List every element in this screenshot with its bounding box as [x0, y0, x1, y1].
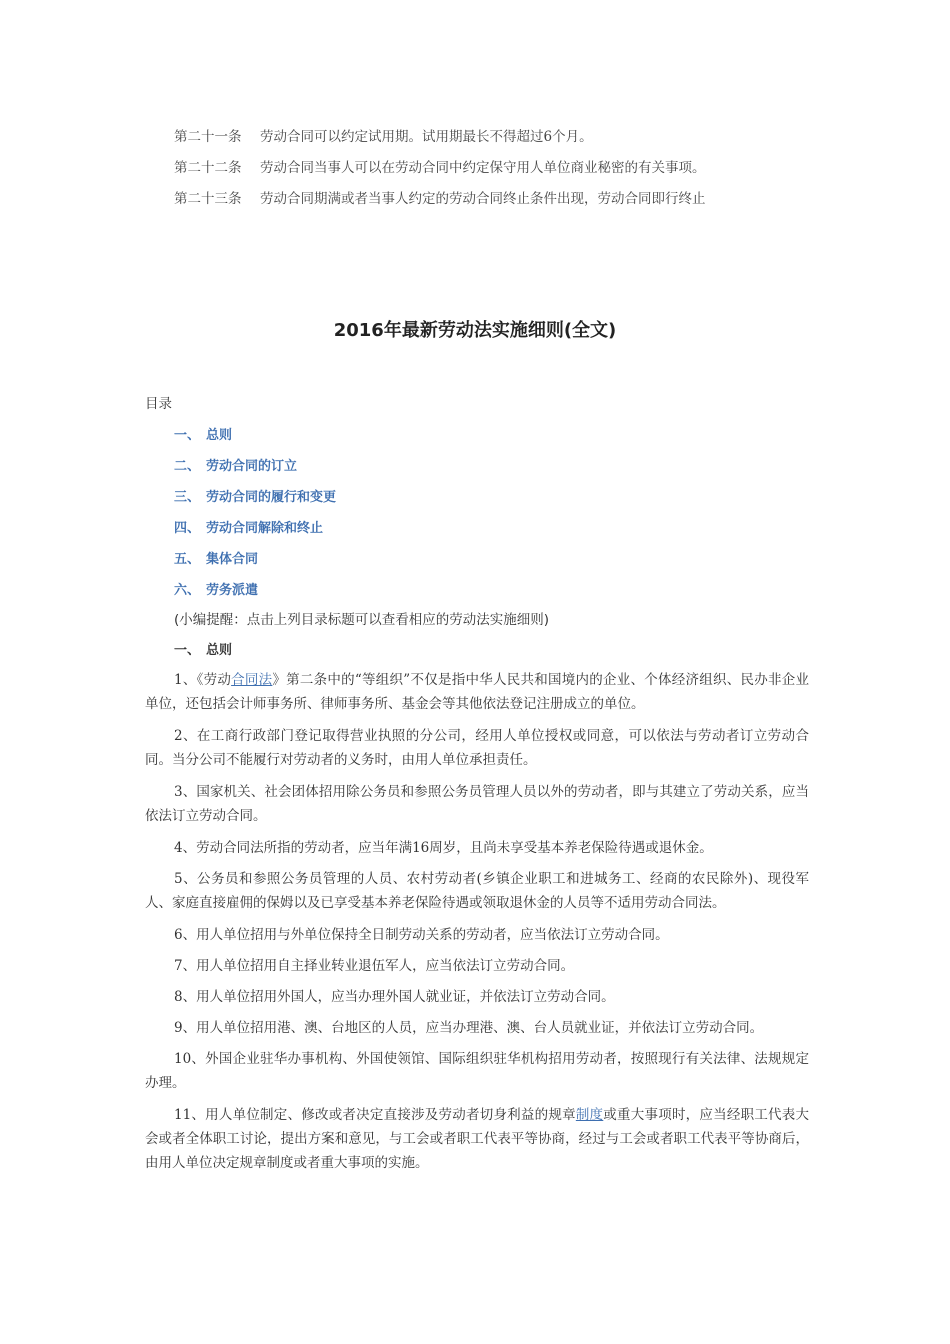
toc-item-label: 劳动合同解除和终止	[206, 521, 324, 536]
toc-item-number: 五、	[174, 552, 201, 567]
paragraph-6: 6、用人单位招用与外单位保持全日制劳动关系的劳动者，应当依法订立劳动合同。	[174, 927, 669, 943]
toc-item-label: 集体合同	[206, 552, 259, 567]
toc-item-label: 劳动合同的履行和变更	[206, 490, 337, 505]
article-text: 劳动合同当事人可以在劳动合同中约定保守用人单位商业秘密的有关事项。	[260, 160, 706, 176]
section-number: 一、	[174, 643, 201, 658]
article-22	[174, 158, 706, 178]
editor-note: (小编提醒：点击上列目录标题可以查看相应的劳动法实施细则)	[174, 612, 550, 628]
toc-item-contract-performance[interactable]	[174, 486, 336, 505]
article-number: 第二十三条	[174, 191, 242, 207]
paragraph-text: 1、《劳动	[174, 672, 232, 688]
toc-item-label: 总则	[206, 428, 233, 443]
document-title: 2016年最新劳动法实施细则(全文)	[333, 320, 617, 341]
contract-law-link[interactable]: 合同法	[231, 672, 273, 688]
paragraph-4: 4、劳动合同法所指的劳动者，应当年满16周岁，且尚未享受基本养老保险待遇或退休金。	[174, 840, 713, 856]
paragraph-11	[145, 1103, 809, 1175]
paragraph-8: 8、用人单位招用外国人，应当办理外国人就业证，并依法订立劳动合同。	[174, 989, 615, 1005]
section-heading	[174, 639, 232, 658]
paragraph-7: 7、用人单位招用自主择业转业退伍军人，应当依法订立劳动合同。	[174, 958, 575, 974]
paragraph-9: 9、用人单位招用港、澳、台地区的人员，应当办理港、澳、台人员就业证，并依法订立劳动合同。	[174, 1020, 764, 1036]
toc-item-number: 一、	[174, 428, 201, 443]
article-text: 劳动合同期满或者当事人约定的劳动合同终止条件出现，劳动合同即行终止	[260, 191, 706, 207]
article-23	[174, 189, 706, 209]
article-text: 劳动合同可以约定试用期。试用期最长不得超过6个月。	[260, 129, 593, 145]
toc-item-label: 劳务派遣	[206, 583, 259, 598]
paragraph-text: 11、用人单位制定、修改或者决定直接涉及劳动者切身利益的规章	[174, 1107, 576, 1123]
toc-item-contract-termination[interactable]	[174, 517, 323, 536]
paragraph-text: 或重大事项时，应当经职工代表大会或者全体职工讨论，提出方案和意见，与工会或者职工代表平等协商，经过与工会或者职工代表平等协商后，由用人单位决定规章制度或者重大事项的实施。	[145, 1107, 810, 1171]
toc-item-number: 六、	[174, 583, 201, 598]
article-21	[174, 127, 593, 147]
paragraph-1	[145, 668, 809, 716]
toc-item-general[interactable]	[174, 424, 232, 443]
toc-item-number: 二、	[174, 459, 201, 474]
toc-item-collective-contract[interactable]	[174, 548, 258, 567]
toc-label: 目录	[145, 396, 172, 412]
article-number: 第二十二条	[174, 160, 242, 176]
paragraph-2: 2、在工商行政部门登记取得营业执照的分公司，经用人单位授权或同意，可以依法与劳动者订立劳动合同。当分公司不能履行对劳动者的义务时，由用人单位承担责任。	[145, 728, 809, 768]
regulations-link[interactable]: 制度	[575, 1107, 604, 1123]
paragraph-text: 》第二条中的“等组织”不仅是指中华人民共和国境内的企业、个体经济组织、民办非企业单位，还包括会计师事务所、律师事务所、基金会等其他依法登记注册成立的单位。	[145, 672, 810, 712]
article-number: 第二十一条	[174, 129, 242, 145]
paragraph-10: 10、外国企业驻华办事机构、外国使领馆、国际组织驻华机构招用劳动者，按照现行有关法律、法规规定办理。	[145, 1051, 809, 1091]
toc-item-labor-dispatch[interactable]	[174, 579, 258, 598]
toc-item-number: 四、	[174, 521, 201, 536]
toc-item-number: 三、	[174, 490, 201, 505]
section-label: 总则	[206, 643, 233, 658]
paragraph-5: 5、公务员和参照公务员管理的人员、农村劳动者(乡镇企业职工和进城务工、经商的农民除外)、现役军人、家庭直接雇佣的保姆以及已享受基本养老保险待遇或领取退休金的人员等不适用劳动合同法。	[145, 871, 809, 911]
toc-item-label: 劳动合同的订立	[206, 459, 298, 474]
toc-item-contract-formation[interactable]	[174, 455, 297, 474]
paragraph-3: 3、国家机关、社会团体招用除公务员和参照公务员管理人员以外的劳动者，即与其建立了劳动关系，应当依法订立劳动合同。	[145, 784, 809, 824]
